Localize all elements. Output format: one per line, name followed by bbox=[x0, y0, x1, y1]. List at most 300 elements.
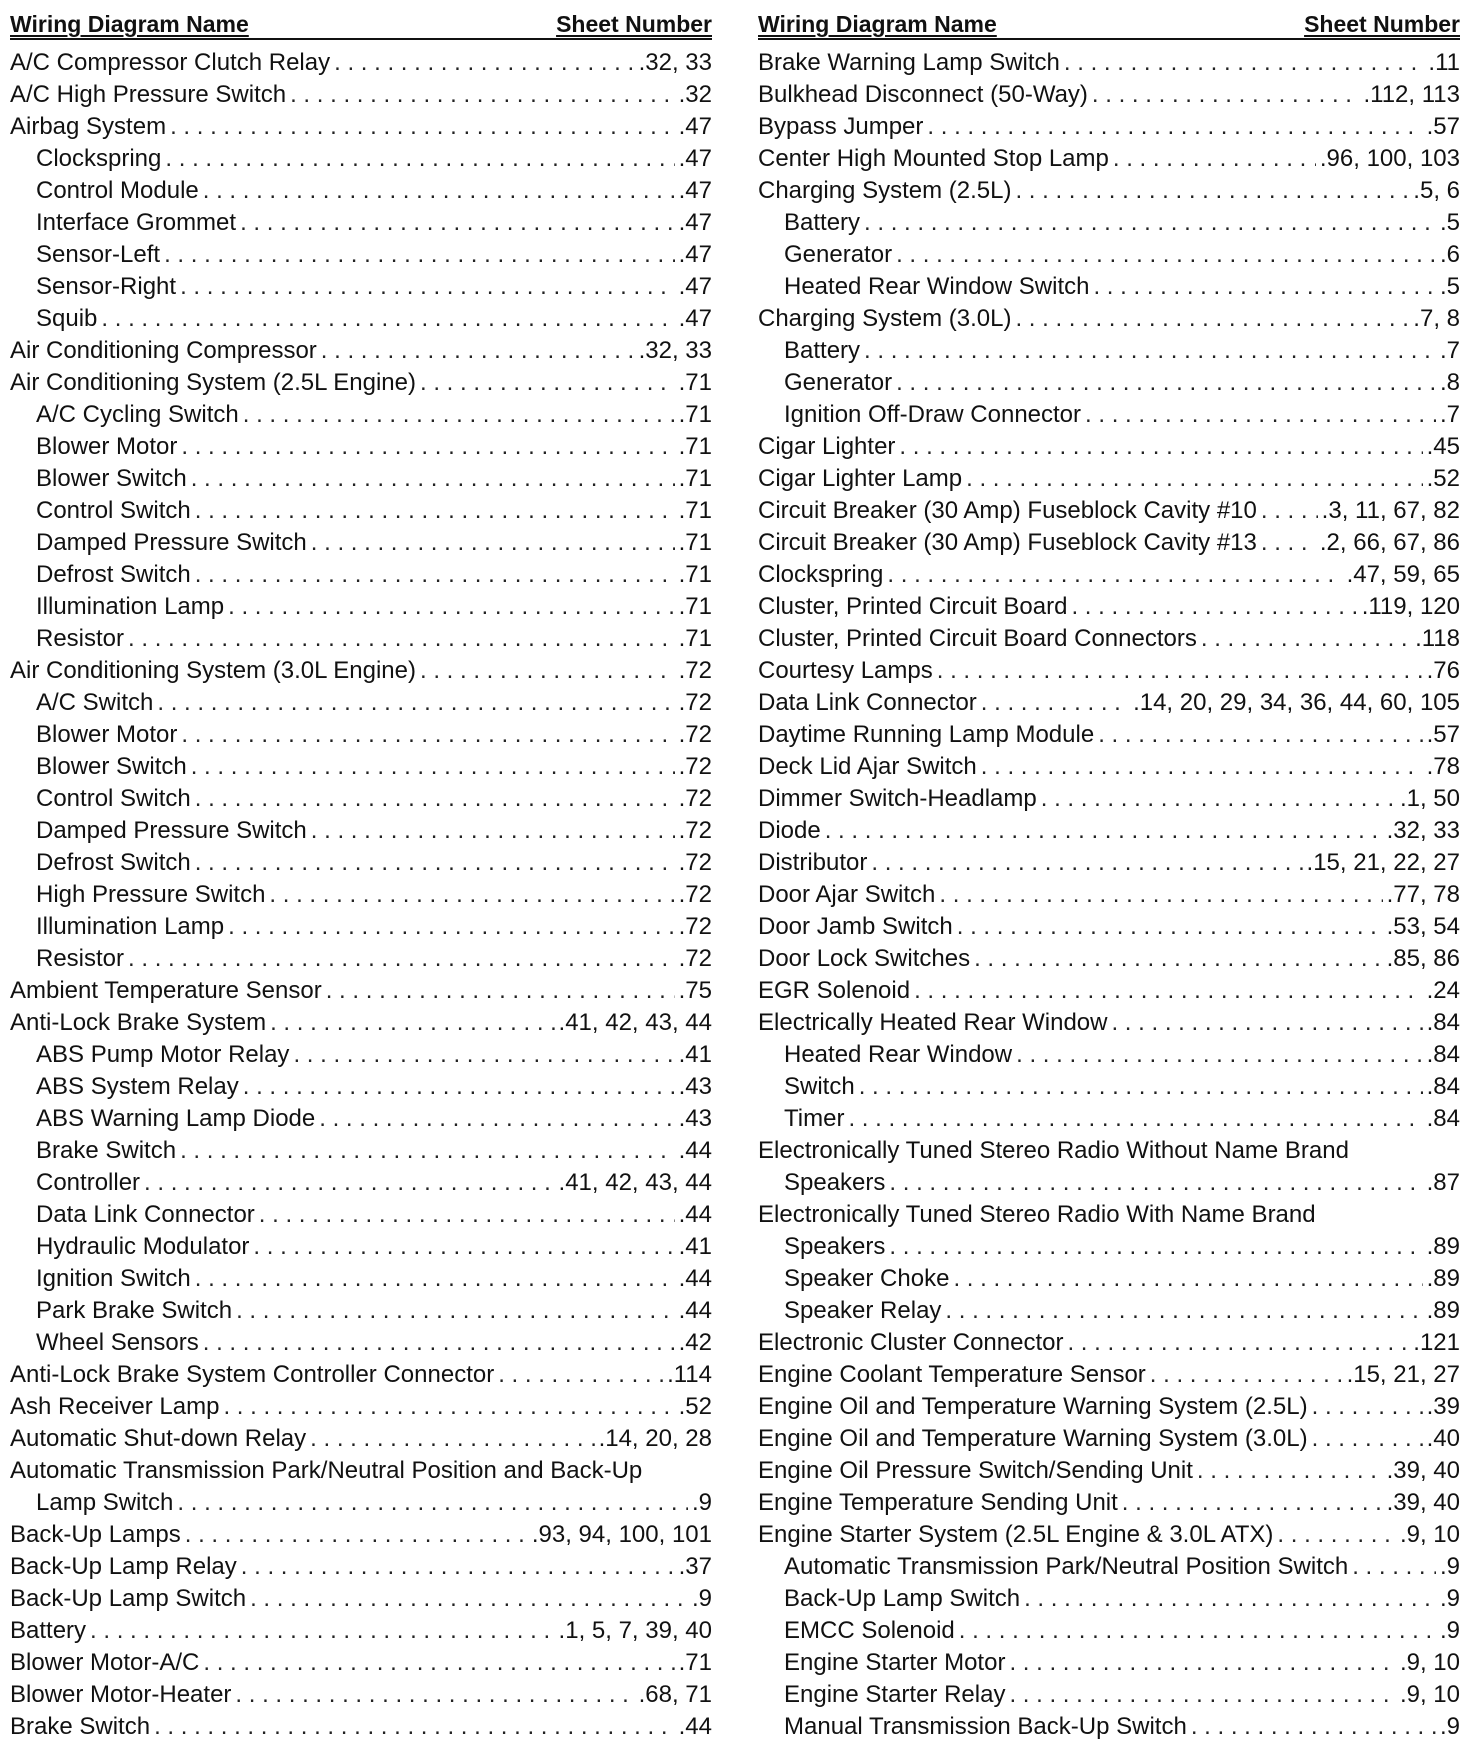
index-entry bbox=[10, 1421, 712, 1453]
dot-leader bbox=[896, 369, 1436, 397]
index-entry bbox=[758, 461, 1460, 493]
dot-leader bbox=[334, 49, 634, 77]
index-entry bbox=[10, 1389, 712, 1421]
entry-sheet-number: .71 bbox=[678, 433, 712, 460]
entry-sheet-number: .15, 21, 22, 27 bbox=[1306, 849, 1460, 876]
index-entry bbox=[10, 109, 712, 141]
entry-sheet-number: .71 bbox=[678, 497, 712, 524]
dot-leader bbox=[177, 1489, 688, 1517]
index-entry bbox=[10, 1453, 712, 1485]
index-entry bbox=[758, 429, 1460, 461]
entry-name: Park Brake Switch bbox=[36, 1297, 233, 1324]
entry-name: Blower Motor bbox=[36, 433, 178, 460]
entry-name: Charging System (3.0L) bbox=[758, 305, 1012, 332]
dot-leader bbox=[889, 1169, 1422, 1197]
dot-leader bbox=[1015, 305, 1409, 333]
index-entry bbox=[10, 429, 712, 461]
index-entry bbox=[10, 1005, 712, 1037]
index-entry bbox=[758, 141, 1460, 173]
index-entry bbox=[10, 1101, 712, 1133]
entry-sheet-number: .71 bbox=[678, 465, 712, 492]
dot-leader bbox=[195, 785, 675, 813]
index-entry bbox=[10, 781, 712, 813]
entry-sheet-number: .89 bbox=[1426, 1233, 1460, 1260]
index-entry bbox=[10, 557, 712, 589]
entry-name: Back-Up Lamps bbox=[10, 1521, 181, 1548]
dot-leader bbox=[243, 1073, 675, 1101]
index-entry bbox=[10, 717, 712, 749]
index-entry bbox=[10, 493, 712, 525]
dot-leader bbox=[1067, 1329, 1409, 1357]
entry-name: A/C Cycling Switch bbox=[36, 401, 239, 428]
entry-name: Door Lock Switches bbox=[758, 945, 971, 972]
index-entry bbox=[758, 397, 1460, 429]
entry-name: Defrost Switch bbox=[36, 561, 191, 588]
header-sheet-number: Sheet Number bbox=[1304, 11, 1460, 37]
index-entry bbox=[10, 1613, 712, 1645]
entry-name: Heated Rear Window Switch bbox=[784, 273, 1090, 300]
index-entry bbox=[10, 1357, 712, 1389]
index-entry bbox=[10, 141, 712, 173]
entry-name: Bypass Jumper bbox=[758, 113, 924, 140]
index-entry bbox=[758, 173, 1460, 205]
dot-leader bbox=[228, 913, 675, 941]
dot-leader bbox=[864, 337, 1436, 365]
entry-name: Electronically Tuned Stereo Radio With Name Brand bbox=[758, 1201, 1316, 1228]
index-entry bbox=[10, 653, 712, 685]
entry-name: Ignition Off-Draw Connector bbox=[784, 401, 1082, 428]
entry-sheet-number: .9 bbox=[1439, 1553, 1460, 1580]
index-entry bbox=[758, 1101, 1460, 1133]
entry-sheet-number: .118 bbox=[1415, 625, 1460, 652]
entry-sheet-number: .72 bbox=[678, 785, 712, 812]
dot-leader bbox=[290, 81, 675, 109]
index-entry bbox=[10, 909, 712, 941]
entry-sheet-number: .24 bbox=[1426, 977, 1460, 1004]
dot-leader bbox=[848, 1105, 1422, 1133]
entry-sheet-number: .9, 10 bbox=[1399, 1649, 1460, 1676]
entry-sheet-number: .71 bbox=[678, 529, 712, 556]
entry-name: Daytime Running Lamp Module bbox=[758, 721, 1095, 748]
entry-name: Resistor bbox=[36, 625, 125, 652]
entry-sheet-number: .53, 54 bbox=[1386, 913, 1460, 940]
entry-sheet-number: .71 bbox=[678, 401, 712, 428]
dot-leader bbox=[128, 625, 675, 653]
entry-name: Distributor bbox=[758, 849, 868, 876]
entry-name: Electrically Heated Rear Window bbox=[758, 1009, 1108, 1036]
dot-leader bbox=[937, 657, 1423, 685]
entry-name: Clockspring bbox=[36, 145, 162, 172]
index-entry bbox=[10, 1485, 712, 1517]
index-entry bbox=[10, 1037, 712, 1069]
entry-name: Speaker Choke bbox=[784, 1265, 950, 1292]
entry-sheet-number: .41, 42, 43, 44 bbox=[558, 1009, 712, 1036]
entry-name: Lamp Switch bbox=[36, 1489, 174, 1516]
entry-sheet-number: .43 bbox=[678, 1105, 712, 1132]
entry-name: Door Jamb Switch bbox=[758, 913, 953, 940]
index-entry bbox=[10, 941, 712, 973]
dot-leader bbox=[326, 977, 675, 1005]
index-entry bbox=[758, 1613, 1460, 1645]
entry-name: Illumination Lamp bbox=[36, 913, 225, 940]
entry-name: Engine Oil and Temperature Warning System (3.0L) bbox=[758, 1425, 1308, 1452]
entry-name: Air Conditioning Compressor bbox=[10, 337, 317, 364]
entry-sheet-number: .8 bbox=[1439, 369, 1460, 396]
entry-sheet-number: .72 bbox=[678, 913, 712, 940]
index-entry bbox=[758, 589, 1460, 621]
entry-name: EMCC Solenoid bbox=[784, 1617, 955, 1644]
entry-name: Engine Oil and Temperature Warning System (2.5L) bbox=[758, 1393, 1308, 1420]
index-entry bbox=[10, 77, 712, 109]
entry-list bbox=[758, 45, 1460, 1741]
index-entry bbox=[758, 1197, 1460, 1229]
entry-name: A/C Switch bbox=[36, 689, 154, 716]
dot-leader bbox=[953, 1265, 1422, 1293]
dot-leader bbox=[1093, 273, 1436, 301]
dot-leader bbox=[1085, 401, 1436, 429]
dot-leader bbox=[1122, 1489, 1383, 1517]
index-entry bbox=[10, 1325, 712, 1357]
index-entry bbox=[10, 973, 712, 1005]
index-entry bbox=[758, 1421, 1460, 1453]
entry-sheet-number: .87 bbox=[1426, 1169, 1460, 1196]
index-entry bbox=[10, 1133, 712, 1165]
index-entry bbox=[758, 1133, 1460, 1165]
entry-sheet-number: .84 bbox=[1426, 1041, 1460, 1068]
dot-leader bbox=[203, 177, 675, 205]
entry-sheet-number: .5 bbox=[1439, 209, 1460, 236]
entry-sheet-number: .121 bbox=[1413, 1329, 1460, 1356]
index-entry bbox=[10, 1677, 712, 1709]
entry-sheet-number: .57 bbox=[1426, 113, 1460, 140]
entry-name: Battery bbox=[10, 1617, 87, 1644]
index-entry bbox=[10, 1197, 712, 1229]
dot-leader bbox=[981, 753, 1423, 781]
entry-sheet-number: .71 bbox=[678, 593, 712, 620]
index-entry bbox=[758, 621, 1460, 653]
entry-sheet-number: .6 bbox=[1439, 241, 1460, 268]
index-entry bbox=[758, 77, 1460, 109]
entry-name: Center High Mounted Stop Lamp bbox=[758, 145, 1109, 172]
entry-sheet-number: .7, 8 bbox=[1413, 305, 1460, 332]
entry-sheet-number: .72 bbox=[678, 849, 712, 876]
entry-sheet-number: .76 bbox=[1426, 657, 1460, 684]
dot-leader bbox=[825, 817, 1383, 845]
dot-leader bbox=[243, 401, 675, 429]
dot-leader bbox=[939, 881, 1382, 909]
dot-leader bbox=[1098, 721, 1422, 749]
index-entry bbox=[10, 301, 712, 333]
dot-leader bbox=[310, 1425, 594, 1453]
entry-name: Deck Lid Ajar Switch bbox=[758, 753, 977, 780]
column-header bbox=[10, 6, 712, 40]
dot-leader bbox=[1041, 785, 1396, 813]
entry-name: Back-Up Lamp Switch bbox=[10, 1585, 247, 1612]
dot-leader bbox=[270, 1009, 554, 1037]
entry-name: Damped Pressure Switch bbox=[36, 817, 307, 844]
entry-name: A/C High Pressure Switch bbox=[10, 81, 287, 108]
dot-leader bbox=[1009, 1649, 1396, 1677]
entry-name: Defrost Switch bbox=[36, 849, 191, 876]
entry-name: Engine Oil Pressure Switch/Sending Unit bbox=[758, 1457, 1193, 1484]
entry-sheet-number: .32 bbox=[678, 81, 712, 108]
entry-name: Back-Up Lamp Relay bbox=[10, 1553, 237, 1580]
entry-name: Clockspring bbox=[758, 561, 884, 588]
entry-sheet-number: .52 bbox=[678, 1393, 712, 1420]
entry-sheet-number: .72 bbox=[678, 753, 712, 780]
dot-leader bbox=[236, 1297, 675, 1325]
entry-sheet-number: .44 bbox=[678, 1713, 712, 1740]
entry-sheet-number: .112, 113 bbox=[1363, 81, 1460, 108]
index-entry bbox=[758, 557, 1460, 589]
entry-name: Diode bbox=[758, 817, 821, 844]
dot-leader bbox=[253, 1233, 674, 1261]
dot-leader bbox=[240, 209, 675, 237]
entry-sheet-number: .72 bbox=[678, 657, 712, 684]
index-entry bbox=[10, 1549, 712, 1581]
entry-sheet-number: .5 bbox=[1439, 273, 1460, 300]
index-entry bbox=[758, 1357, 1460, 1389]
dot-leader bbox=[1261, 529, 1316, 557]
entry-sheet-number: .14, 20, 28 bbox=[598, 1425, 712, 1452]
entry-sheet-number: .41 bbox=[678, 1041, 712, 1068]
dot-leader bbox=[90, 1617, 555, 1645]
dot-leader bbox=[181, 433, 674, 461]
index-entry bbox=[758, 109, 1460, 141]
entry-name: Brake Switch bbox=[10, 1713, 151, 1740]
entry-name: Circuit Breaker (30 Amp) Fuseblock Cavity #13 bbox=[758, 529, 1257, 556]
index-entry bbox=[758, 1165, 1460, 1197]
entry-sheet-number: .72 bbox=[678, 689, 712, 716]
index-entry bbox=[758, 653, 1460, 685]
entry-sheet-number: .41, 42, 43, 44 bbox=[558, 1169, 712, 1196]
dot-leader bbox=[101, 305, 674, 333]
entry-sheet-number: .7 bbox=[1439, 337, 1460, 364]
dot-leader bbox=[1009, 1681, 1396, 1709]
entry-name: Cluster, Printed Circuit Board bbox=[758, 593, 1068, 620]
entry-sheet-number: .44 bbox=[678, 1201, 712, 1228]
index-entry bbox=[758, 781, 1460, 813]
index-entry bbox=[10, 333, 712, 365]
entry-name: Engine Temperature Sending Unit bbox=[758, 1489, 1118, 1516]
entry-sheet-number: .85, 86 bbox=[1386, 945, 1460, 972]
entry-sheet-number: .40 bbox=[1426, 1425, 1460, 1452]
dot-leader bbox=[914, 977, 1423, 1005]
dot-leader bbox=[1312, 1425, 1423, 1453]
entry-name: Control Switch bbox=[36, 497, 191, 524]
index-entry bbox=[758, 1037, 1460, 1069]
dot-leader bbox=[165, 145, 674, 173]
entry-sheet-number: .15, 21, 27 bbox=[1346, 1361, 1460, 1388]
index-entry bbox=[758, 269, 1460, 301]
entry-name: Automatic Transmission Park/Neutral Position Switch bbox=[784, 1553, 1349, 1580]
index-entry bbox=[758, 813, 1460, 845]
entry-name: Circuit Breaker (30 Amp) Fuseblock Cavity #10 bbox=[758, 497, 1257, 524]
entry-sheet-number: .52 bbox=[1426, 465, 1460, 492]
dot-leader bbox=[945, 1297, 1422, 1325]
entry-name: Blower Motor-Heater bbox=[10, 1681, 232, 1708]
dot-leader bbox=[223, 1393, 674, 1421]
entry-sheet-number: .45 bbox=[1426, 433, 1460, 460]
entry-sheet-number: .44 bbox=[678, 1137, 712, 1164]
entry-sheet-number: .72 bbox=[678, 881, 712, 908]
index-entry bbox=[10, 397, 712, 429]
index-entry bbox=[10, 45, 712, 77]
index-entry bbox=[10, 1261, 712, 1293]
dot-leader bbox=[420, 657, 675, 685]
entry-name: Damped Pressure Switch bbox=[36, 529, 307, 556]
entry-name: Interface Grommet bbox=[36, 209, 237, 236]
index-entry bbox=[758, 1389, 1460, 1421]
entry-name: Engine Coolant Temperature Sensor bbox=[758, 1361, 1146, 1388]
index-entry bbox=[758, 205, 1460, 237]
entry-name: Battery bbox=[784, 209, 861, 236]
index-entry bbox=[758, 1069, 1460, 1101]
entry-name: Cluster, Printed Circuit Board Connectors bbox=[758, 625, 1197, 652]
entry-sheet-number: .47, 59, 65 bbox=[1346, 561, 1460, 588]
header-diagram-name: Wiring Diagram Name bbox=[10, 11, 249, 37]
index-entry bbox=[758, 1453, 1460, 1485]
entry-name: Anti-Lock Brake System Controller Connector bbox=[10, 1361, 495, 1388]
entry-sheet-number: .32, 33 bbox=[1386, 817, 1460, 844]
entry-sheet-number: .3, 11, 67, 82 bbox=[1321, 497, 1460, 524]
entry-sheet-number: .9 bbox=[1439, 1713, 1460, 1740]
entry-sheet-number: .44 bbox=[678, 1297, 712, 1324]
entry-sheet-number: .84 bbox=[1426, 1105, 1460, 1132]
index-entry bbox=[10, 685, 712, 717]
entry-sheet-number: .68, 71 bbox=[638, 1681, 712, 1708]
index-entry bbox=[758, 301, 1460, 333]
dot-leader bbox=[321, 337, 635, 365]
index-entry bbox=[758, 1677, 1460, 1709]
entry-list bbox=[10, 45, 712, 1741]
dot-leader bbox=[1197, 1457, 1383, 1485]
dot-leader bbox=[1064, 49, 1425, 77]
dot-leader bbox=[974, 945, 1383, 973]
dot-leader bbox=[1150, 1361, 1343, 1389]
index-entry bbox=[10, 237, 712, 269]
index-entry bbox=[10, 1645, 712, 1677]
column-header bbox=[758, 6, 1460, 40]
dot-leader bbox=[269, 881, 674, 909]
dot-leader bbox=[899, 433, 1422, 461]
index-entry bbox=[10, 877, 712, 909]
index-entry bbox=[758, 1229, 1460, 1261]
entry-name: Ambient Temperature Sensor bbox=[10, 977, 322, 1004]
dot-leader bbox=[1024, 1585, 1436, 1613]
dot-leader bbox=[191, 753, 675, 781]
entry-name: Sensor-Right bbox=[36, 273, 177, 300]
entry-name: Engine Starter Motor bbox=[784, 1649, 1006, 1676]
entry-sheet-number: .14, 20, 29, 34, 36, 44, 60, 105 bbox=[1133, 689, 1460, 716]
entry-sheet-number: .72 bbox=[678, 721, 712, 748]
entry-sheet-number: .47 bbox=[678, 241, 712, 268]
index-entry bbox=[758, 237, 1460, 269]
entry-sheet-number: .1, 5, 7, 39, 40 bbox=[558, 1617, 712, 1644]
index-entry bbox=[758, 1261, 1460, 1293]
entry-name: Bulkhead Disconnect (50-Way) bbox=[758, 81, 1088, 108]
entry-sheet-number: .84 bbox=[1426, 1073, 1460, 1100]
entry-sheet-number: .41 bbox=[678, 1233, 712, 1260]
dot-leader bbox=[1261, 497, 1318, 525]
index-entry bbox=[758, 685, 1460, 717]
entry-name: Wheel Sensors bbox=[36, 1329, 199, 1356]
dot-leader bbox=[957, 913, 1383, 941]
index-entry bbox=[10, 621, 712, 653]
index-entry bbox=[758, 365, 1460, 397]
entry-sheet-number: .89 bbox=[1426, 1297, 1460, 1324]
entry-sheet-number: .44 bbox=[678, 1265, 712, 1292]
entry-name: Battery bbox=[784, 337, 861, 364]
entry-sheet-number: .47 bbox=[678, 305, 712, 332]
dot-leader bbox=[164, 241, 675, 269]
entry-sheet-number: .32, 33 bbox=[638, 337, 712, 364]
entry-sheet-number: .71 bbox=[678, 369, 712, 396]
entry-sheet-number: .71 bbox=[678, 561, 712, 588]
dot-leader bbox=[144, 1169, 554, 1197]
dot-leader bbox=[235, 1681, 634, 1709]
dot-leader bbox=[293, 1041, 674, 1069]
entry-name: Air Conditioning System (2.5L Engine) bbox=[10, 369, 416, 396]
entry-name: ABS System Relay bbox=[36, 1073, 239, 1100]
entry-name: Brake Warning Lamp Switch bbox=[758, 49, 1060, 76]
entry-sheet-number: .39 bbox=[1426, 1393, 1460, 1420]
index-entry bbox=[758, 877, 1460, 909]
entry-name: Resistor bbox=[36, 945, 125, 972]
dot-leader bbox=[1111, 1009, 1422, 1037]
entry-name: Illumination Lamp bbox=[36, 593, 225, 620]
entry-name: EGR Solenoid bbox=[758, 977, 911, 1004]
dot-leader bbox=[981, 689, 1129, 717]
index-entry bbox=[758, 525, 1460, 557]
entry-sheet-number: .93, 94, 100, 101 bbox=[531, 1521, 712, 1548]
entry-name: Brake Switch bbox=[36, 1137, 177, 1164]
entry-name: Manual Transmission Back-Up Switch bbox=[784, 1713, 1187, 1740]
entry-sheet-number: .43 bbox=[678, 1073, 712, 1100]
dot-leader bbox=[887, 561, 1342, 589]
entry-sheet-number: .71 bbox=[678, 625, 712, 652]
index-entry bbox=[10, 173, 712, 205]
index-entry bbox=[10, 1229, 712, 1261]
dot-leader bbox=[191, 465, 675, 493]
dot-leader bbox=[859, 1073, 1423, 1101]
dot-leader bbox=[420, 369, 675, 397]
index-entry bbox=[10, 365, 712, 397]
entry-sheet-number: .9, 10 bbox=[1399, 1681, 1460, 1708]
entry-name: Dimmer Switch-Headlamp bbox=[758, 785, 1037, 812]
entry-name: Ash Receiver Lamp bbox=[10, 1393, 220, 1420]
index-entry bbox=[10, 845, 712, 877]
dot-leader bbox=[195, 497, 675, 525]
index-entry bbox=[758, 1517, 1460, 1549]
entry-sheet-number: .77, 78 bbox=[1386, 881, 1460, 908]
dot-leader bbox=[871, 849, 1302, 877]
entry-name: Generator bbox=[784, 241, 893, 268]
dot-leader bbox=[1016, 1041, 1423, 1069]
entry-sheet-number: .89 bbox=[1426, 1265, 1460, 1292]
entry-sheet-number: .9, 10 bbox=[1399, 1521, 1460, 1548]
entry-sheet-number: .47 bbox=[678, 145, 712, 172]
entry-name: Switch bbox=[784, 1073, 855, 1100]
dot-leader bbox=[203, 1649, 674, 1677]
dot-leader bbox=[181, 721, 674, 749]
dot-leader bbox=[1201, 625, 1411, 653]
entry-name: Anti-Lock Brake System bbox=[10, 1009, 267, 1036]
dot-leader bbox=[195, 849, 675, 877]
entry-name: Sensor-Left bbox=[36, 241, 161, 268]
entry-name: Courtesy Lamps bbox=[758, 657, 933, 684]
index-entry bbox=[10, 589, 712, 621]
